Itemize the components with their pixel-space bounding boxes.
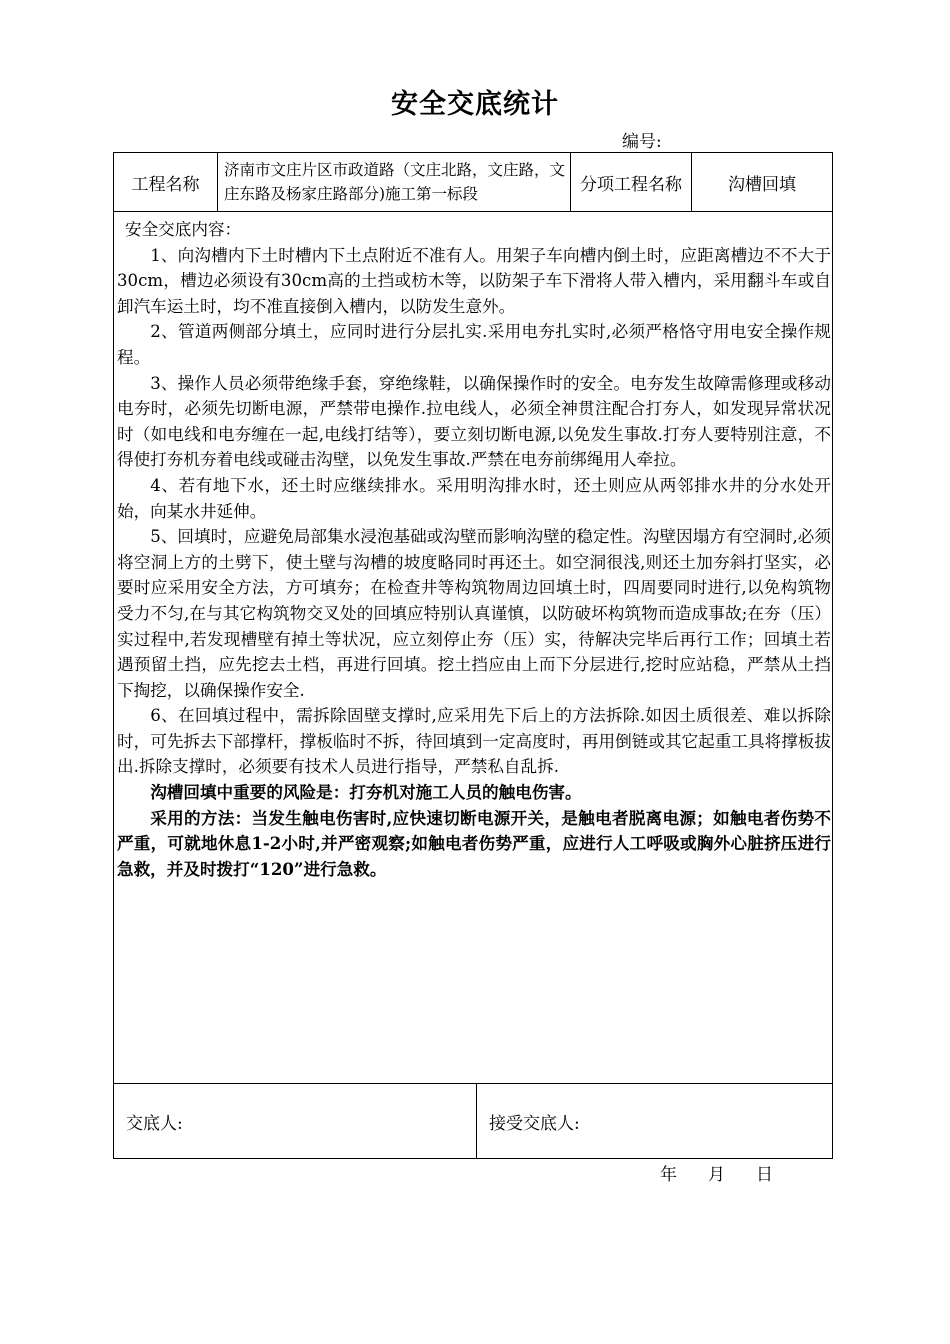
document-number-label: 编号:: [622, 132, 662, 152]
receiver-label: 接受交底人:: [489, 1113, 580, 1134]
content-heading: 安全交底内容：: [125, 220, 242, 239]
paragraph-3: 3、操作人员必须带绝缘手套，穿绝缘鞋，以确保操作时的安全。电夯发生故障需修理或移动电夯时，必须先切断电源，严禁带电操作.拉电线人，必须全神贯注配合打夯人，如发现异常状况时（如电线和电夯缠在一起,电线打结等），要立刻切断电源,以免发生事故.打夯人要特别注意，不得使打夯机夯着电线或碰击沟壁，以免发生事故.严禁在电夯前绑绳用人牵拉。: [117, 373, 831, 470]
paragraph-1: 1、向沟槽内下土时槽内下土点附近不准有人。用架子车向槽内倒土时，应距离槽边不不大于30cm，槽边必须设有30cm高的土挡或枋木等，以防架子车下滑将人带入槽内，采用翻斗车或自卸汽车运土时，均不准直接倒入槽内，以防发生意外。: [117, 245, 831, 316]
risk-statement: 沟槽回填中重要的风险是：打夯机对施工人员的触电伤害。: [150, 782, 582, 803]
paragraph-4: 4、若有地下水，还土时应继续排水。采用明沟排水时，还土则应从两邻排水井的分水处开始，向某水井延伸。: [117, 475, 831, 521]
date-month: 月: [708, 1165, 725, 1185]
header-table: [113, 152, 833, 212]
method-statement: 采用的方法：当发生触电伤害时,应快速切断电源开关，是触电者脱离电源；如触电者伤势不严重，可就地休息1-2小时,并严密观察;如触电者伤势严重，应进行人工呼吸或胸外心脏挤压进行急救，并及时拨打“120”进行急救。: [117, 807, 831, 879]
safety-content: [117, 217, 831, 882]
date-day: 日: [756, 1165, 773, 1185]
paragraph-2: 2、管道两侧部分填土，应同时进行分层扎实.采用电夯扎实时,必须严格恪守用电安全操作规程。: [117, 322, 831, 367]
project-name-value: 济南市文庄片区市政道路（文庄北路，文庄路，文庄东路及杨家庄路部分)施工第一标段: [218, 153, 571, 211]
sub-project-label: 分项工程名称: [571, 153, 692, 211]
date-line: [660, 1160, 773, 1185]
sub-project-value: 沟槽回填: [728, 174, 796, 195]
discloser-label: 交底人:: [114, 1084, 477, 1158]
paragraph-6: 6、在回填过程中，需拆除固壁支撑时,应采用先下后上的方法拆除.如因土质很差、难以拆除时，可先拆去下部撑杆，撑板临时不拆，待回填到一定高度时，再用倒链或其它起重工具将撑板拔出.拆除支撑时，必须要有技术人员进行指导，严禁私自乱拆.: [117, 706, 831, 777]
paragraph-5: 5、回填时，应避免局部集水浸泡基础或沟壁而影响沟壁的稳定性。沟壁因塌方有空洞时,必须将空洞上方的土劈下，使土壁与沟槽的坡度略同时再还土。如空洞很浅,则还土加夯斜打坚实，必要时应采用安全方法，方可填夯；在检查井等构筑物周边回填土时，四周要同时进行,以免构筑物受力不匀,在与其它构筑物交叉处的回填应特别认真谨慎，以防破坏构筑物而造成事故;在夯（压）实过程中,若发现槽壁有掉土等状况，应立刻停止夯（压）实，待解决完毕后再行工作；回填土若遇预留土挡，应先挖去土档，再进行回填。挖土挡应由上而下分层进行,挖时应站稳，严禁从土挡下掏挖，以确保操作安全.: [117, 527, 831, 700]
signature-row: [113, 1083, 833, 1159]
project-name-label: 工程名称: [114, 153, 218, 211]
page-title: 安全交底统计: [391, 89, 559, 120]
date-year: 年: [660, 1165, 677, 1185]
